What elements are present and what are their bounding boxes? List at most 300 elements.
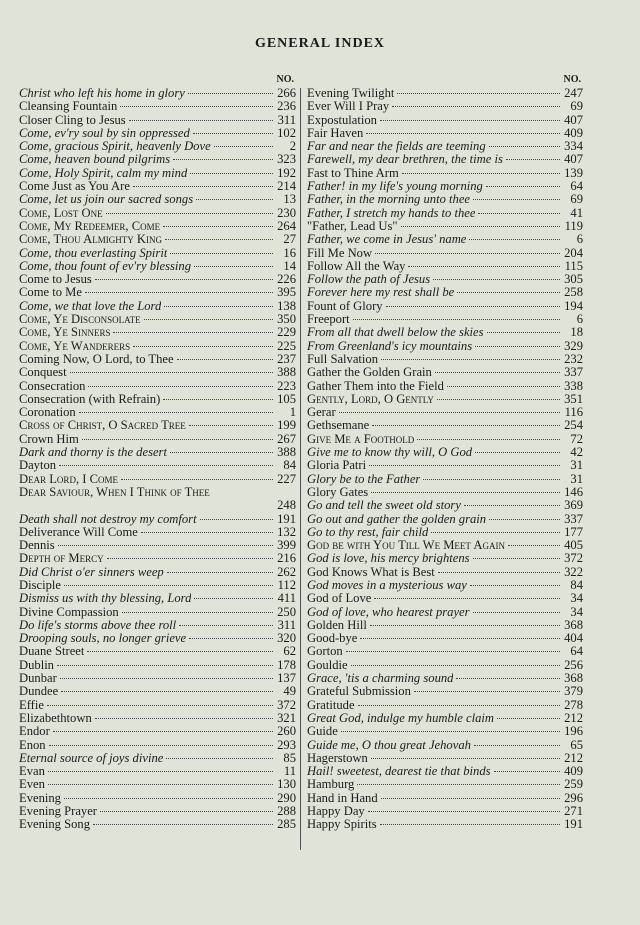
leader-dots xyxy=(190,173,273,174)
hymn-number: 13 xyxy=(283,193,296,207)
entry-title: Fast to Thine Arm xyxy=(307,166,399,180)
index-entry xyxy=(19,513,296,526)
entry-title: Come, Ye Wanderers xyxy=(19,339,131,353)
index-entry xyxy=(19,380,296,393)
leader-dots xyxy=(392,106,560,107)
entry-title: God of love, who hearest prayer xyxy=(307,605,470,619)
hymn-number: 31 xyxy=(570,472,583,486)
index-entry xyxy=(19,632,296,645)
hymn-number: 404 xyxy=(564,632,583,646)
index-entry xyxy=(19,446,296,459)
entry-title: Gloria Patri xyxy=(307,459,367,473)
hymn-number: 285 xyxy=(277,818,296,832)
index-list-left xyxy=(19,87,296,832)
entry-title: Come, thou fount of ev'ry blessing xyxy=(19,259,191,273)
index-entry xyxy=(307,300,583,313)
index-entry xyxy=(19,300,296,313)
index-entry xyxy=(19,792,296,805)
index-entry xyxy=(307,353,583,366)
entry-title: Divine Compassion xyxy=(19,605,119,619)
entry-title: Freeport xyxy=(307,313,350,327)
index-entry xyxy=(307,645,583,658)
entry-title: Come, Lost One xyxy=(19,206,103,220)
hymn-number: 1 xyxy=(289,406,296,420)
hymn-number: 204 xyxy=(564,246,583,260)
entry-title: Forever here my rest shall be xyxy=(307,286,455,300)
leader-dots xyxy=(100,811,273,812)
index-entry xyxy=(307,592,583,605)
entry-title: Gently, Lord, O Gently xyxy=(307,392,434,406)
leader-dots xyxy=(489,519,560,520)
leader-dots xyxy=(478,213,560,214)
hymn-number: 223 xyxy=(277,379,296,393)
hymn-number: 388 xyxy=(277,446,296,460)
leader-dots xyxy=(57,665,273,666)
leader-dots xyxy=(122,612,273,613)
index-entry xyxy=(307,712,583,725)
entry-title: Evening Twilight xyxy=(307,87,395,100)
index-entry xyxy=(19,180,296,193)
leader-dots xyxy=(353,319,560,320)
entry-title: Elizabethtown xyxy=(19,711,92,725)
entry-title: Consecration xyxy=(19,379,86,393)
entry-title: Come to Jesus xyxy=(19,273,92,287)
index-entry xyxy=(19,752,296,765)
entry-title: Even xyxy=(19,778,45,792)
index-entry xyxy=(19,552,296,565)
hymn-number: 259 xyxy=(564,778,583,792)
entry-title: Crown Him xyxy=(19,432,79,446)
entry-title: Gratitude xyxy=(307,698,355,712)
index-entry xyxy=(19,419,296,432)
entry-title: Ever Will I Pray xyxy=(307,100,390,114)
hymn-number: 258 xyxy=(564,286,583,300)
index-entry xyxy=(307,127,583,140)
entry-title: Father, I stretch my hands to thee xyxy=(307,206,476,220)
entry-title: Christ who left his home in glory xyxy=(19,87,185,100)
leader-dots xyxy=(47,705,273,706)
leader-dots xyxy=(141,532,273,533)
hymn-number: 194 xyxy=(564,299,583,313)
index-entry xyxy=(307,167,583,180)
entry-title: Glory Gates xyxy=(307,485,369,499)
hymn-number: 337 xyxy=(564,366,583,380)
entry-title: Give Me a Foothold xyxy=(307,432,415,446)
index-entry xyxy=(307,566,583,579)
entry-title: Come to Me xyxy=(19,286,82,300)
hymn-number: 116 xyxy=(564,406,583,420)
leader-dots xyxy=(107,558,273,559)
leader-dots xyxy=(70,372,273,373)
entry-title: God of Love xyxy=(307,592,372,606)
leader-dots xyxy=(370,625,560,626)
leader-dots xyxy=(163,226,273,227)
hymn-number: 14 xyxy=(283,259,296,273)
hymn-number: 130 xyxy=(277,778,296,792)
hymn-number: 62 xyxy=(283,645,296,659)
hymn-number: 230 xyxy=(277,206,296,220)
hymn-number: 65 xyxy=(570,738,583,752)
leader-dots xyxy=(194,598,273,599)
index-entry xyxy=(19,114,296,127)
entry-title: Did Christ o'er sinners weep xyxy=(19,565,164,579)
entry-title: Gorton xyxy=(307,645,343,659)
hymn-number: 372 xyxy=(277,698,296,712)
index-entry xyxy=(307,446,583,459)
entry-title: Happy Spirits xyxy=(307,818,377,832)
hymn-number: 262 xyxy=(277,565,296,579)
leader-dots xyxy=(366,133,560,134)
leader-dots xyxy=(60,678,273,679)
number-column-header: NO. xyxy=(563,74,581,85)
entry-title: Evening xyxy=(19,791,61,805)
leader-dots xyxy=(194,266,273,267)
leader-dots xyxy=(179,625,273,626)
leader-dots xyxy=(95,279,273,280)
hymn-number: 278 xyxy=(564,698,583,712)
leader-dots xyxy=(189,425,273,426)
index-entry xyxy=(19,326,296,339)
entry-title: Follow All the Way xyxy=(307,259,406,273)
hymn-number: 337 xyxy=(564,512,583,526)
index-entry xyxy=(307,419,583,432)
hymn-number: 296 xyxy=(564,791,583,805)
entry-title: Cross of Christ, O Sacred Tree xyxy=(19,419,186,433)
hymn-number: 260 xyxy=(277,725,296,739)
leader-dots xyxy=(435,372,560,373)
leader-dots xyxy=(402,173,560,174)
hymn-number: 271 xyxy=(564,805,583,819)
index-entry xyxy=(19,433,296,446)
hymn-number: 250 xyxy=(277,605,296,619)
index-entry xyxy=(307,260,583,273)
leader-dots xyxy=(423,479,560,480)
index-entry xyxy=(307,818,583,831)
index-entry xyxy=(19,313,296,326)
leader-dots xyxy=(58,545,273,546)
entry-title: Glory be to the Father xyxy=(307,472,421,486)
entry-title: Grace, 'tis a charming sound xyxy=(307,672,454,686)
entry-title: Dunbar xyxy=(19,672,57,686)
leader-dots xyxy=(438,572,560,573)
hymn-number: 178 xyxy=(277,658,296,672)
index-entry xyxy=(307,473,583,486)
hymn-number: 369 xyxy=(564,499,583,513)
hymn-number: 351 xyxy=(564,392,583,406)
leader-dots xyxy=(49,745,273,746)
hymn-number: 18 xyxy=(570,326,583,340)
entry-title: Go out and gather the golden grain xyxy=(307,512,487,526)
leader-dots xyxy=(464,505,560,506)
index-entry xyxy=(307,725,583,738)
hymn-number: 236 xyxy=(277,100,296,114)
leader-dots xyxy=(170,452,273,453)
entry-title: Gather Them into the Field xyxy=(307,379,444,393)
entry-title: Evening Song xyxy=(19,818,91,832)
entry-title: Come, thou everlasting Spirit xyxy=(19,246,168,260)
entry-title: Dundee xyxy=(19,685,59,699)
entry-title: Evening Prayer xyxy=(19,805,97,819)
hymn-number: 177 xyxy=(564,525,583,539)
leader-dots xyxy=(106,213,273,214)
page-title: GENERAL INDEX xyxy=(254,36,386,51)
entry-title: Come, Thou Almighty King xyxy=(19,233,162,247)
leader-dots xyxy=(200,519,273,520)
hymn-number: 305 xyxy=(564,273,583,287)
hymn-number: 329 xyxy=(564,339,583,353)
entry-title: Full Salvation xyxy=(307,352,379,366)
entry-title: Coronation xyxy=(19,406,76,420)
hymn-number: 27 xyxy=(283,233,296,247)
leader-dots xyxy=(351,665,560,666)
hymn-number: 191 xyxy=(277,512,296,526)
hymn-number: 411 xyxy=(277,592,296,606)
index-entry xyxy=(19,167,296,180)
entry-title: From Greenland's icy mountains xyxy=(307,339,473,353)
hymn-number: 247 xyxy=(564,87,583,100)
hymn-number: 266 xyxy=(277,87,296,100)
leader-dots xyxy=(437,399,560,400)
hymn-number: 85 xyxy=(283,751,296,765)
entry-title: Good-bye xyxy=(307,632,358,646)
hymn-number: 138 xyxy=(277,299,296,313)
index-entry xyxy=(307,273,583,286)
hymn-number: 399 xyxy=(277,539,296,553)
index-entry xyxy=(19,672,296,685)
leader-dots xyxy=(433,279,560,280)
entry-title: From all that dwell below the skies xyxy=(307,326,484,340)
hymn-number: 49 xyxy=(283,685,296,699)
leader-dots xyxy=(456,678,560,679)
index-entry xyxy=(19,645,296,658)
index-entry xyxy=(307,752,583,765)
index-entry xyxy=(307,193,583,206)
index-entry xyxy=(307,486,583,499)
hymn-number: 64 xyxy=(570,180,583,194)
entry-title: Closer Cling to Jesus xyxy=(19,113,126,127)
leader-dots xyxy=(381,798,560,799)
index-entry xyxy=(307,247,583,260)
leader-dots xyxy=(380,120,560,121)
index-entry xyxy=(307,579,583,592)
hymn-number: 212 xyxy=(564,751,583,765)
hymn-number: 248 xyxy=(277,498,296,513)
hymn-number: 196 xyxy=(564,725,583,739)
index-entry xyxy=(307,685,583,698)
index-entry xyxy=(307,619,583,632)
leader-dots xyxy=(489,146,560,147)
hymn-number: 350 xyxy=(277,313,296,327)
index-entry xyxy=(19,247,296,260)
leader-dots xyxy=(113,332,273,333)
index-entry xyxy=(19,140,296,153)
leader-dots xyxy=(487,332,560,333)
entry-title: Come, gracious Spirit, heavenly Dove xyxy=(19,140,211,154)
index-entry xyxy=(19,406,296,419)
hymn-number: 407 xyxy=(564,153,583,167)
index-entry xyxy=(19,233,296,246)
index-entry xyxy=(307,153,583,166)
leader-dots xyxy=(196,199,273,200)
leader-dots xyxy=(457,292,560,293)
hymn-number: 69 xyxy=(570,193,583,207)
entry-title: Father, in the morning unto thee xyxy=(307,193,470,207)
entry-title: Father! in my life's young morning xyxy=(307,180,483,194)
index-column-left xyxy=(19,72,296,832)
leader-dots xyxy=(64,585,273,586)
hymn-number: 212 xyxy=(564,711,583,725)
index-entry xyxy=(19,340,296,353)
entry-title: Coming Now, O Lord, to Thee xyxy=(19,352,174,366)
leader-dots xyxy=(371,758,560,759)
entry-title: Cleansing Fountain xyxy=(19,100,118,114)
entry-title: Come, Holy Spirit, calm my mind xyxy=(19,166,188,180)
hymn-number: 115 xyxy=(564,259,583,273)
leader-dots xyxy=(447,386,560,387)
entry-title: Gather the Golden Grain xyxy=(307,366,432,380)
entry-title: Come Just as You Are xyxy=(19,180,130,194)
index-entry xyxy=(307,326,583,339)
leader-dots xyxy=(486,186,560,187)
entry-title: Dublin xyxy=(19,658,54,672)
leader-dots xyxy=(188,93,273,94)
leader-dots xyxy=(346,651,560,652)
entry-title: Come, My Redeemer, Come xyxy=(19,219,161,233)
entry-title: Evan xyxy=(19,765,45,779)
hymn-number: 405 xyxy=(564,539,583,553)
hymn-number: 64 xyxy=(570,645,583,659)
hymn-number: 338 xyxy=(564,379,583,393)
entry-title: Dennis xyxy=(19,539,55,553)
leader-dots xyxy=(133,346,273,347)
leader-dots xyxy=(371,492,560,493)
entry-title: Golden Hill xyxy=(307,618,367,632)
hymn-number: 146 xyxy=(564,485,583,499)
entry-title: Gethsemane xyxy=(307,419,370,433)
index-entry xyxy=(19,473,296,486)
hymn-number: 102 xyxy=(277,126,296,140)
leader-dots xyxy=(375,253,560,254)
entry-title: Come, we that love the Lord xyxy=(19,299,162,313)
index-entry xyxy=(19,87,296,100)
index-entry xyxy=(19,739,296,752)
leader-dots xyxy=(189,638,273,639)
index-entry xyxy=(19,685,296,698)
entry-title: God moves in a mysterious way xyxy=(307,578,467,592)
index-entry xyxy=(19,127,296,140)
entry-title: Hagerstown xyxy=(307,751,368,765)
hymn-number: 72 xyxy=(570,432,583,446)
index-entry xyxy=(307,380,583,393)
index-entry xyxy=(19,579,296,592)
index-entry xyxy=(307,340,583,353)
leader-dots xyxy=(53,731,273,732)
entry-title: Disciple xyxy=(19,578,61,592)
index-entry xyxy=(19,818,296,831)
entry-title: Give me to know thy will, O God xyxy=(307,446,473,460)
leader-dots xyxy=(48,784,273,785)
index-entry xyxy=(19,273,296,286)
entry-title: Expostulation xyxy=(307,113,377,127)
leader-dots xyxy=(193,133,273,134)
hymn-number: 6 xyxy=(576,313,583,327)
index-entry xyxy=(19,100,296,113)
leader-dots xyxy=(381,359,560,360)
hymn-number: 311 xyxy=(277,113,296,127)
leader-dots xyxy=(357,784,560,785)
leader-dots xyxy=(167,572,273,573)
leader-dots xyxy=(414,691,560,692)
index-entry xyxy=(307,459,583,472)
hymn-number: 112 xyxy=(277,578,296,592)
entry-title: Hand in Hand xyxy=(307,791,378,805)
index-entry xyxy=(307,539,583,552)
index-entry xyxy=(19,207,296,220)
entry-title: Come, Ye Sinners xyxy=(19,326,111,340)
index-entry xyxy=(19,606,296,619)
index-entry xyxy=(307,180,583,193)
entry-title: Dismiss us with thy blessing, Lord xyxy=(19,592,192,606)
index-entry xyxy=(307,233,583,246)
leader-dots xyxy=(339,412,560,413)
entry-title: Gerar xyxy=(307,406,336,420)
leader-dots xyxy=(64,798,273,799)
entry-title: Gouldie xyxy=(307,658,348,672)
index-entry xyxy=(19,659,296,672)
index-column-right xyxy=(307,72,583,832)
leader-dots xyxy=(59,465,273,466)
index-entry xyxy=(307,313,583,326)
index-entry xyxy=(307,792,583,805)
leader-dots xyxy=(121,479,273,480)
index-entry xyxy=(19,778,296,791)
entry-title: Guide me, O thou great Jehovah xyxy=(307,738,471,752)
index-entry xyxy=(307,114,583,127)
entry-title: Come, ev'ry soul by sin oppressed xyxy=(19,126,190,140)
hymn-number: 288 xyxy=(277,805,296,819)
leader-dots xyxy=(380,824,560,825)
index-entry xyxy=(19,366,296,379)
hymn-number: 6 xyxy=(576,233,583,247)
hymn-number: 267 xyxy=(277,432,296,446)
entry-title: Farewell, my dear brethren, the time is xyxy=(307,153,503,167)
hymn-number: 372 xyxy=(564,552,583,566)
index-entry xyxy=(19,353,296,366)
entry-title: Death shall not destroy my comfort xyxy=(19,512,197,526)
entry-title: Hail! sweetest, dearest tie that binds xyxy=(307,765,491,779)
hymn-number: 321 xyxy=(277,711,296,725)
index-entry xyxy=(307,207,583,220)
leader-dots xyxy=(386,306,560,307)
hymn-number: 379 xyxy=(564,685,583,699)
entry-title: Conquest xyxy=(19,366,67,380)
hymn-number: 409 xyxy=(564,765,583,779)
index-entry xyxy=(307,366,583,379)
hymn-number: 227 xyxy=(277,472,296,486)
entry-title: Far and near the fields are teeming xyxy=(307,140,486,154)
hymn-number: 132 xyxy=(277,525,296,539)
entry-title: Dayton xyxy=(19,459,57,473)
index-entry xyxy=(307,739,583,752)
index-entry xyxy=(19,566,296,579)
index-entry xyxy=(307,87,583,100)
index-entry xyxy=(307,606,583,619)
hymn-number: 409 xyxy=(564,126,583,140)
leader-dots xyxy=(372,425,560,426)
index-entry xyxy=(19,526,296,539)
leader-dots xyxy=(497,718,560,719)
leader-dots xyxy=(473,199,560,200)
